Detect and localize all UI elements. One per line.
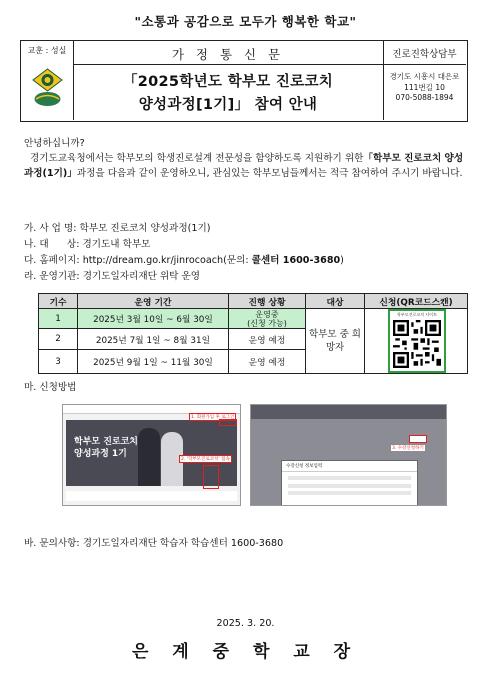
address: [383, 72, 466, 104]
dialog-field: [288, 491, 411, 495]
col-status: 진행 상황: [229, 294, 306, 309]
detail-operator: 라. 운영기관: 경기도일자리재단 위탁 운영: [24, 271, 201, 282]
col-apply: 신청(QR코드스캔): [365, 294, 468, 309]
intro-paragraph: [24, 151, 470, 181]
dialog-field: [288, 484, 411, 488]
qr-code-icon: [393, 320, 441, 368]
apply-method-heading: 마. 신청방법: [24, 382, 77, 393]
term-cell: 3: [39, 350, 78, 374]
qr-code[interactable]: [388, 309, 446, 373]
school-emblem-icon: [32, 68, 63, 108]
address-line1: 경기도 시흥시 대은로: [389, 72, 460, 81]
target-cell: 학부모 중 희망자: [306, 309, 365, 374]
detail-project: 가. 사 업 명: 학부모 진로코치 양성과정(1기): [24, 223, 211, 234]
apply-button-highlight: [409, 435, 427, 443]
page-header: [251, 405, 446, 419]
dialog-field: [288, 476, 411, 480]
banner-line1: 학부모 진로코치: [74, 437, 138, 447]
intro-text-cont: 과정을 다음과 같이 운영하오니, 관심있는 학부모님들께서는 적극 참여하여 주시기 바랍니다.: [76, 168, 463, 179]
newsletter-label: 가 정 통 신 문: [171, 47, 285, 62]
person-figure: [138, 428, 160, 486]
status-cell: [229, 309, 306, 329]
step3-callout: 3. 수강신청하기: [392, 446, 424, 451]
contact-cell: [383, 41, 466, 120]
detail-homepage: [24, 253, 344, 269]
col-term: 기수: [39, 294, 78, 309]
qr-caption: 학부모진로코치 사이트: [397, 312, 437, 317]
details-list: [24, 221, 344, 285]
login-highlight: [219, 419, 237, 426]
program-name: 「학부모 진로코치 양성과정(1기)」: [24, 153, 464, 179]
table-header-row: [39, 294, 468, 309]
homepage-close: ): [340, 255, 344, 266]
screenshot-website-login: [62, 404, 241, 506]
step1-callout: 1. 회원가입 후 로그인: [191, 415, 235, 420]
status-note: (신청 가능): [247, 318, 287, 328]
detail-target: 나. 대 상: 경기도내 학부모: [24, 239, 151, 250]
phone-number: 070-5088-1894: [395, 93, 454, 102]
term-cell: 2: [39, 329, 78, 350]
banner-title: [74, 436, 138, 460]
greeting: 안녕하십니까?: [24, 138, 85, 149]
banner-line2: 양성과정 1기: [74, 449, 127, 459]
document-title-line2: 양성과정[1기]」 참여 안내: [138, 97, 318, 113]
status-text: 운영중: [255, 309, 279, 319]
callcenter-number: 콜센터 1600-3680: [251, 255, 341, 266]
department: 진로진학상담부: [392, 49, 457, 60]
site-footer: [66, 491, 237, 501]
divider: [73, 64, 383, 65]
school-motto: 교훈 : 성실: [27, 46, 67, 55]
step2-callout: 2. '학부모진로코치' 접속: [181, 457, 230, 462]
period-cell: 2025년 9월 1일 ~ 11월 30일: [78, 350, 229, 374]
col-target: 대상: [306, 294, 365, 309]
inquiry-info: 바. 문의사항: 경기도일자리재단 학습자 학습센터 1600-3680: [24, 538, 284, 549]
issue-date: 2025. 3. 20.: [216, 618, 275, 629]
col-period: 운영 기간: [78, 294, 229, 309]
menu-highlight: [203, 465, 219, 489]
newsletter-header: [20, 40, 468, 122]
principal-signature: 은 계 중 학 교 장: [131, 642, 360, 662]
status-cell: 운영 예정: [229, 329, 306, 350]
school-motto-banner: "소통과 공감으로 모두가 행복한 학교": [134, 14, 357, 29]
intro-text: 경기도교육청에서는 학부모의 학생진로설계 전문성을 함양하도록 지원하기 위한: [30, 153, 364, 164]
screenshot-apply-dialog: [250, 404, 447, 506]
document-title-line1: 「2025학년도 학부모 진로코치: [122, 74, 334, 90]
title-cell: [73, 41, 384, 120]
address-line2: 111번길 10: [404, 82, 445, 92]
homepage-text: 다. 홈페이지: http://dream.go.kr/jinrocoach(문의:: [24, 255, 252, 266]
term-cell: 1: [39, 309, 78, 329]
dialog-title: 수강신청 정보입력: [282, 461, 417, 472]
divider: [383, 64, 466, 65]
apply-dialog: [281, 460, 418, 506]
period-cell: 2025년 3월 10일 ~ 6월 30일: [78, 309, 229, 329]
period-cell: 2025년 7월 1일 ~ 8월 31일: [78, 329, 229, 350]
school-motto-cell: [21, 41, 74, 120]
status-cell: 운영 예정: [229, 350, 306, 374]
